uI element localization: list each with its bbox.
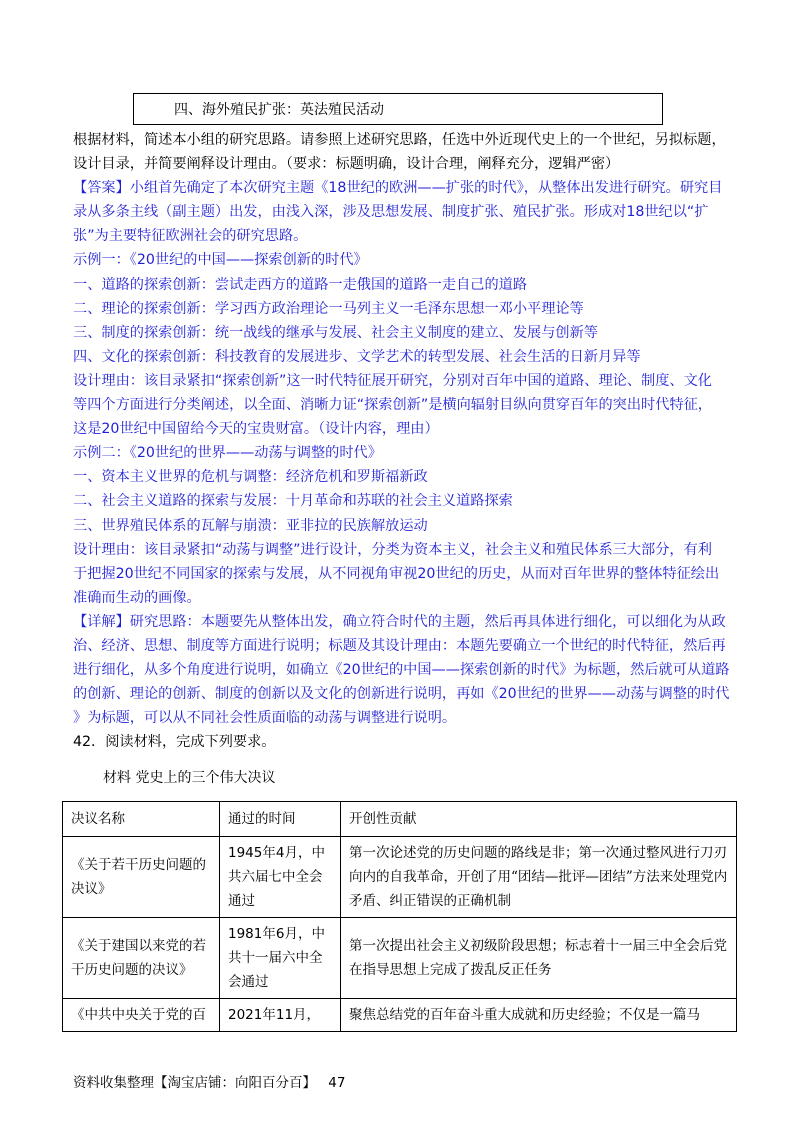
example-two-title: 示例二：《20世纪的世界——动荡与调整的时代》 [73,445,382,462]
resolution-name: 《关于建国以来党的若干历史问题的决议》 [63,918,220,999]
detail-line: 进行细化，从多个角度进行说明，如确立《20世纪的中国——探索创新的时代》为标题，然后就可从道路 [73,662,730,679]
resolutions-table [62,801,737,1032]
page-number: 47 [328,1075,346,1091]
boxed-text: 四、海外殖民扩张：英法殖民活动 [174,102,384,118]
question-41-answer [73,128,733,754]
column-header-name: 决议名称 [63,802,220,837]
resolution-name: 《中共中央关于党的百 [63,999,220,1032]
detail-line: 【详解】研究思路：本题要先从整体出发，确立符合时代的主题，然后再具体进行细化，可以细化为从政 [73,613,726,630]
example-one-item: 一、道路的探索创新：尝试走西方的道路一走俄国的道路一走自己的道路 [73,276,528,293]
page-footer [73,1071,345,1091]
material-title: 材料 党史上的三个伟大决议 [103,770,276,786]
example-two-item: 一、资本主义世界的危机与调整：经济危机和罗斯福新政 [73,469,428,486]
table-row [63,999,737,1032]
table-row [63,837,737,918]
resolution-time: 1981年6月，中共十一届六中全会通过 [220,918,341,999]
answer-line: 录从多条主线（副主题）出发，由浅入深，涉及思想发展、制度扩张、殖民扩张。形成对18世纪以“扩 [73,204,709,221]
example-two-item: 二、社会主义道路的探索与发展：十月革命和苏联的社会主义道路探索 [73,493,513,510]
resolution-time: 1945年4月，中共六届七中全会通过 [220,837,341,918]
example-two-reason: 准确而生动的画像。 [73,589,201,606]
example-two-reason: 于把握20世纪不同国家的探索与发展，从不同视角审视20世纪的历史，从而对百年世界的整体特征绘出 [73,565,720,582]
resolution-time: 2021年11月， [220,999,341,1032]
boxed-directory-item [133,93,663,125]
prompt-line: 根据材料，简述本小组的研究思路。请参照上述研究思路，任选中外近现代史上的一个世纪，另拟标题， [73,132,726,148]
example-one-reason: 这是20世纪中国留给今天的宝贵财富。（设计内容，理由） [73,421,439,438]
table-header-row [63,802,737,837]
answer-tag: 【答案】 [73,180,130,197]
example-one-item: 四、文化的探索创新：科技教育的发展进步、文学艺术的转型发展、社会生活的日新月异等 [73,348,641,365]
resolution-contribution: 第一次提出社会主义初级阶段思想；标志着十一届三中全会后党在指导思想上完成了拨乱反正任务 [341,918,737,999]
detail-tag: 【详解】 [73,613,130,630]
example-one-item: 二、理论的探索创新：学习西方政治理论一马列主义一毛泽东思想一邓小平理论等 [73,300,584,317]
example-one-item: 三、制度的探索创新：统一战线的继承与发展、社会主义制度的建立、发展与创新等 [73,324,598,341]
resolution-contribution: 聚焦总结党的百年奋斗重大成就和历史经验；不仅是一篇马 [341,999,737,1032]
detail-line: 的创新、理论的创新、制度的创新以及文化的创新进行说明，再如《20世纪的世界——动荡与调整的时代 [73,686,730,703]
answer-line: 张”为主要特征欧洲社会的研究思路。 [73,228,308,245]
resolution-contribution: 第一次论述党的历史问题的路线是非；第一次通过整风进行刀刃向内的自我革命，开创了用“团结—批评—团结”方法来处理党内矛盾、纠正错误的正确机制 [341,837,737,918]
example-one-reason: 等四个方面进行分类阐述，以全面、消晰力证“探索创新”是横向辐射目纵向贯穿百年的突出时代特征， [73,397,712,414]
prompt-line: 设计目录，并简要阐释设计理由。（要求：标题明确，设计合理，阐释充分，逻辑严密） [73,156,620,173]
answer-line: 【答案】小组首先确定了本次研究主题《18世纪的欧洲——扩张的时代》，从整体出发进行研究。研究目 [73,180,723,197]
resolution-name: 《关于若干历史问题的决议》 [63,837,220,918]
example-two-reason: 设计理由：该目录紧扣“动荡与调整”进行设计，分类为资本主义，社会主义和殖民体系三大部分，有利 [73,541,712,558]
detail-line: 》为标题，可以从不同社会性质面临的动荡与调整进行说明。 [73,710,457,727]
footer-source: 资料收集整理【淘宝店铺：向阳百分百】 [73,1075,316,1091]
example-two-item: 三、世界殖民体系的瓦解与崩溃：亚非拉的民族解放运动 [73,517,428,534]
column-header-contribution: 开创性贡献 [341,802,737,837]
detail-line: 治、经济、思想、制度等方面进行说明；标题及其设计理由：本题先要确立一个世纪的时代特征，然后再 [73,637,726,654]
table-row [63,918,737,999]
example-one-reason: 设计理由：该目录紧扣“探索创新”这一时代特征展开研究，分别对百年中国的道路、理论、制度、文化 [73,372,712,389]
question-42-prompt: 42．阅读材料，完成下列要求。 [73,734,276,751]
column-header-time: 通过的时间 [220,802,341,837]
example-one-title: 示例一：《20世纪的中国——探索创新的时代》 [73,252,368,269]
